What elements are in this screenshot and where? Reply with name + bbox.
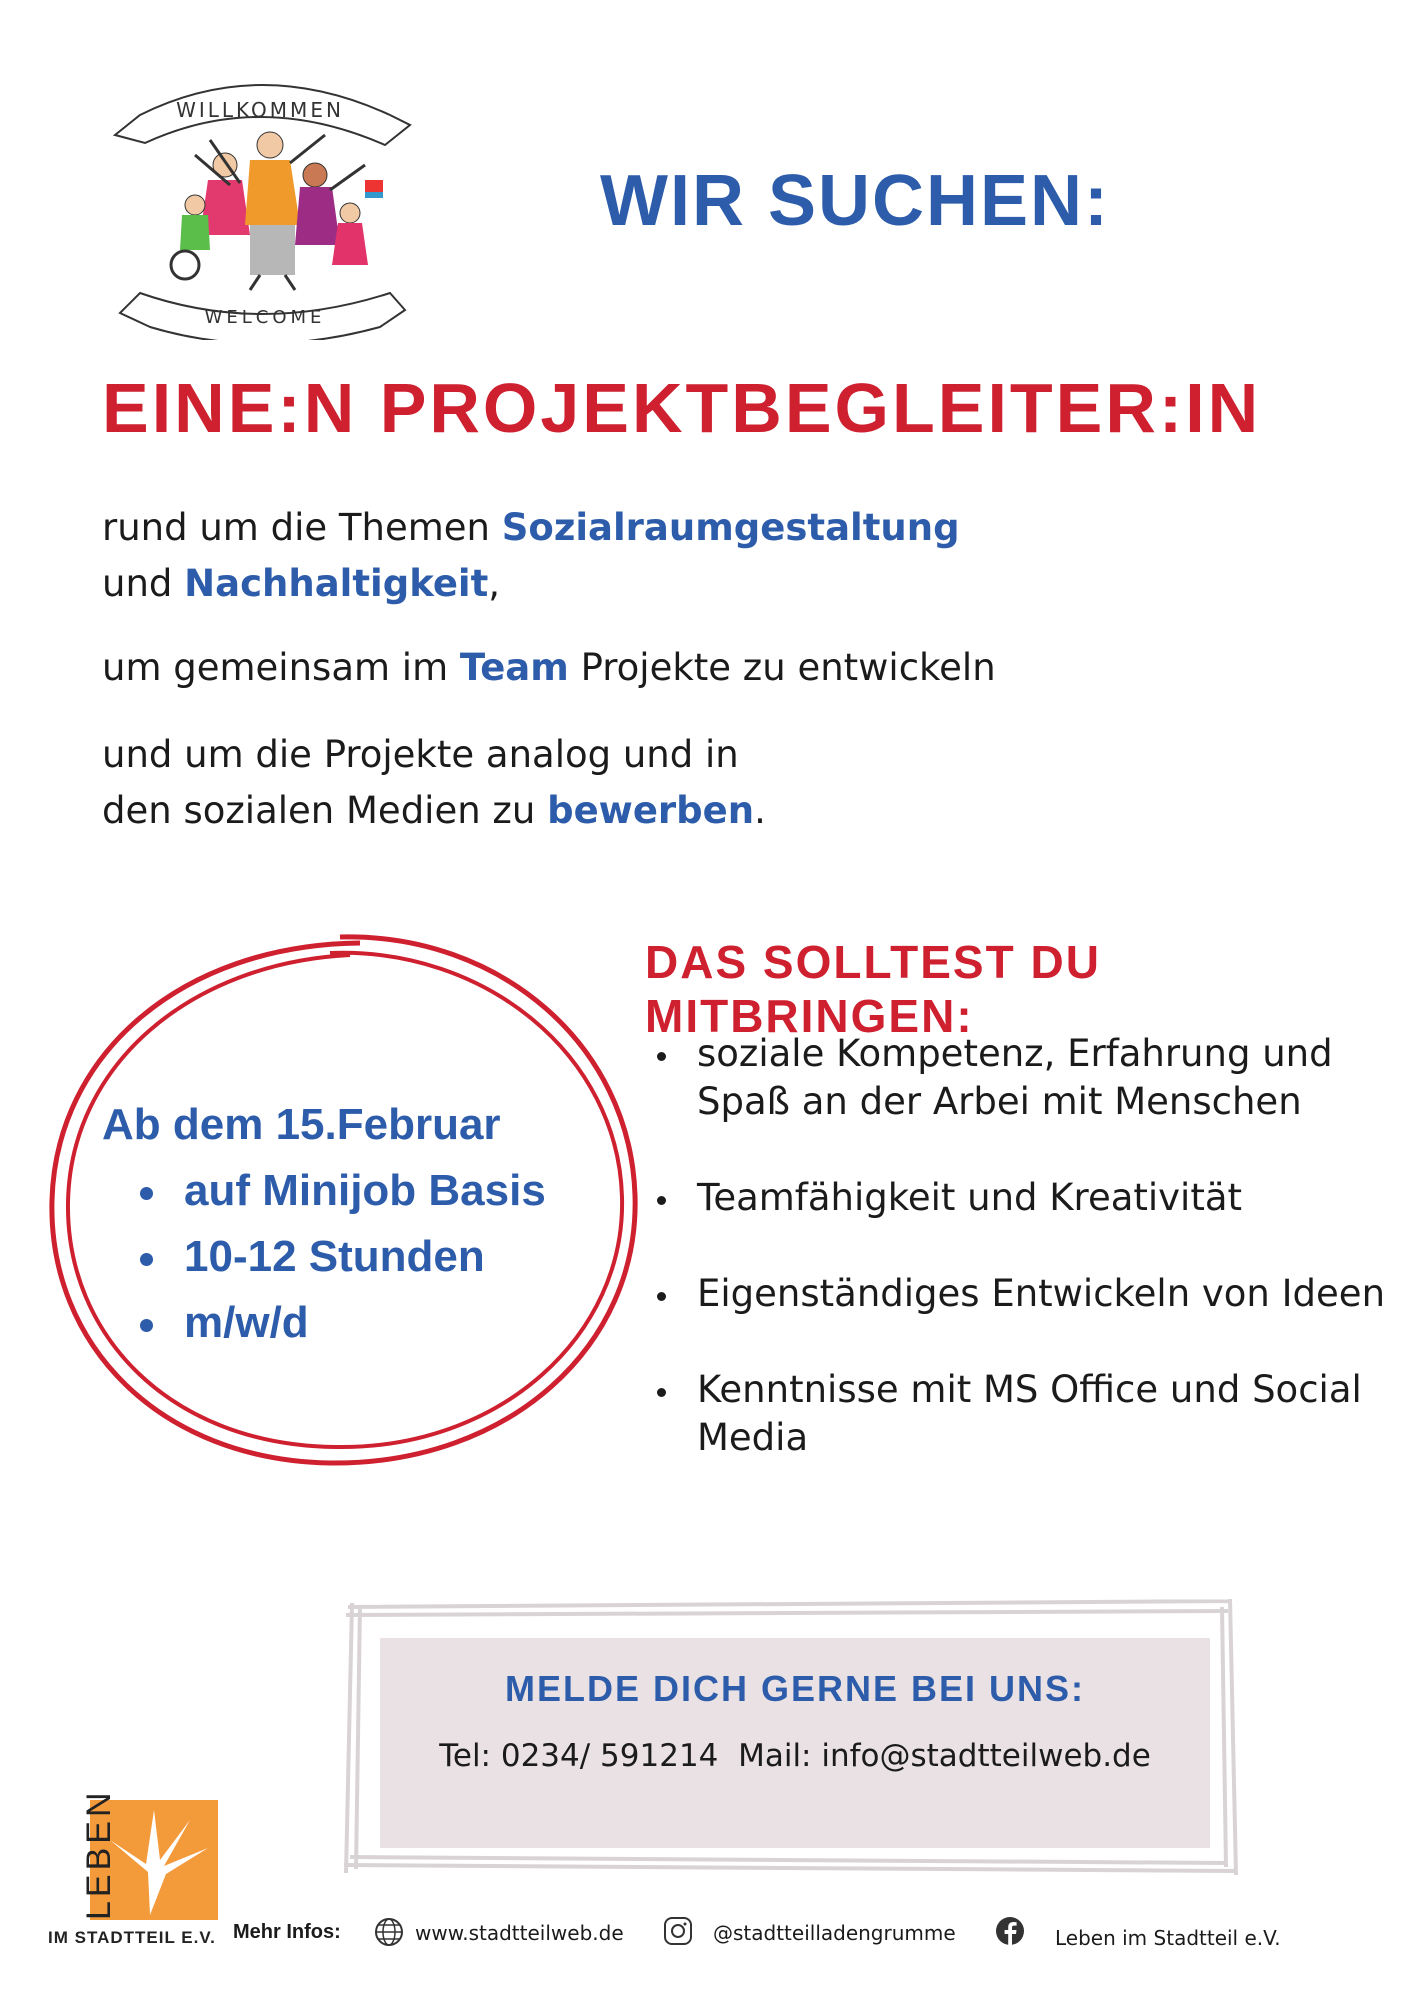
highlight-nachhaltigkeit: Nachhaltigkeit: [184, 562, 489, 605]
contact-details: Tel: 0234/ 591214 Mail: info@stadtteilweb.de: [439, 1738, 1151, 1774]
job-details: [102, 1092, 546, 1356]
highlight-team: Team: [459, 646, 569, 689]
org-logo-leben: LEBEN: [80, 1788, 118, 1920]
welcome-logo: [100, 65, 420, 340]
instagram-handle[interactable]: @stadtteilladengrumme: [713, 1921, 956, 1945]
job-title: EINE:N PROJEKTBEGLEITER:IN: [102, 369, 1262, 447]
requirement-item: Kenntnisse mit MS Office und Social Media: [655, 1366, 1400, 1462]
svg-text:WILLKOMMEN: WILLKOMMEN: [176, 98, 344, 122]
heading-wir-suchen: WIR SUCHEN:: [600, 161, 1110, 241]
requirement-item: Teamfähigkeit und Kreativität: [655, 1174, 1400, 1222]
highlight-sozialraumgestaltung: Sozialraumgestaltung: [501, 506, 960, 549]
job-detail-item: 10-12 Stunden: [102, 1224, 546, 1290]
start-date: Ab dem 15.Februar: [102, 1100, 501, 1149]
job-details-list: [102, 1158, 546, 1356]
intro-paragraph-topics: rund um die Themen Sozialraumgestaltung und Nachhaltigkeit,: [102, 506, 960, 605]
instagram-icon: [663, 1916, 693, 1946]
requirement-item: soziale Kompetenz, Erfahrung und Spaß an der Arbei mit Menschen: [655, 1030, 1400, 1126]
globe-icon: [373, 1916, 405, 1948]
contact-heading: MELDE DICH GERNE BEI UNS:: [504, 1668, 1086, 1709]
job-detail-item: auf Minijob Basis: [102, 1158, 546, 1224]
intro-paragraph-team: um gemeinsam im Team Projekte zu entwickeln: [102, 646, 996, 689]
more-info-label: Mehr Infos:: [233, 1921, 341, 1943]
job-detail-item: m/w/d: [102, 1290, 546, 1356]
requirements-heading: DAS SOLLTEST DU MITBRINGEN:: [645, 936, 1101, 1042]
org-logo: [48, 1788, 218, 1948]
highlight-bewerben: bewerben: [547, 789, 755, 832]
svg-text:WELCOME: WELCOME: [204, 307, 326, 328]
org-logo-subtitle: IM STADTTEIL E.V.: [48, 1928, 216, 1947]
facebook-page[interactable]: Leben im Stadtteil e.V.: [1055, 1926, 1281, 1950]
requirement-item: Eigenständiges Entwickeln von Ideen: [655, 1270, 1400, 1318]
requirements-list: [655, 1030, 1400, 1510]
website-link[interactable]: www.stadtteilweb.de: [415, 1921, 624, 1945]
facebook-icon: [995, 1916, 1025, 1946]
intro-paragraph-promotion: und um die Projekte analog und in den sozialen Medien zu bewerben.: [102, 733, 766, 832]
